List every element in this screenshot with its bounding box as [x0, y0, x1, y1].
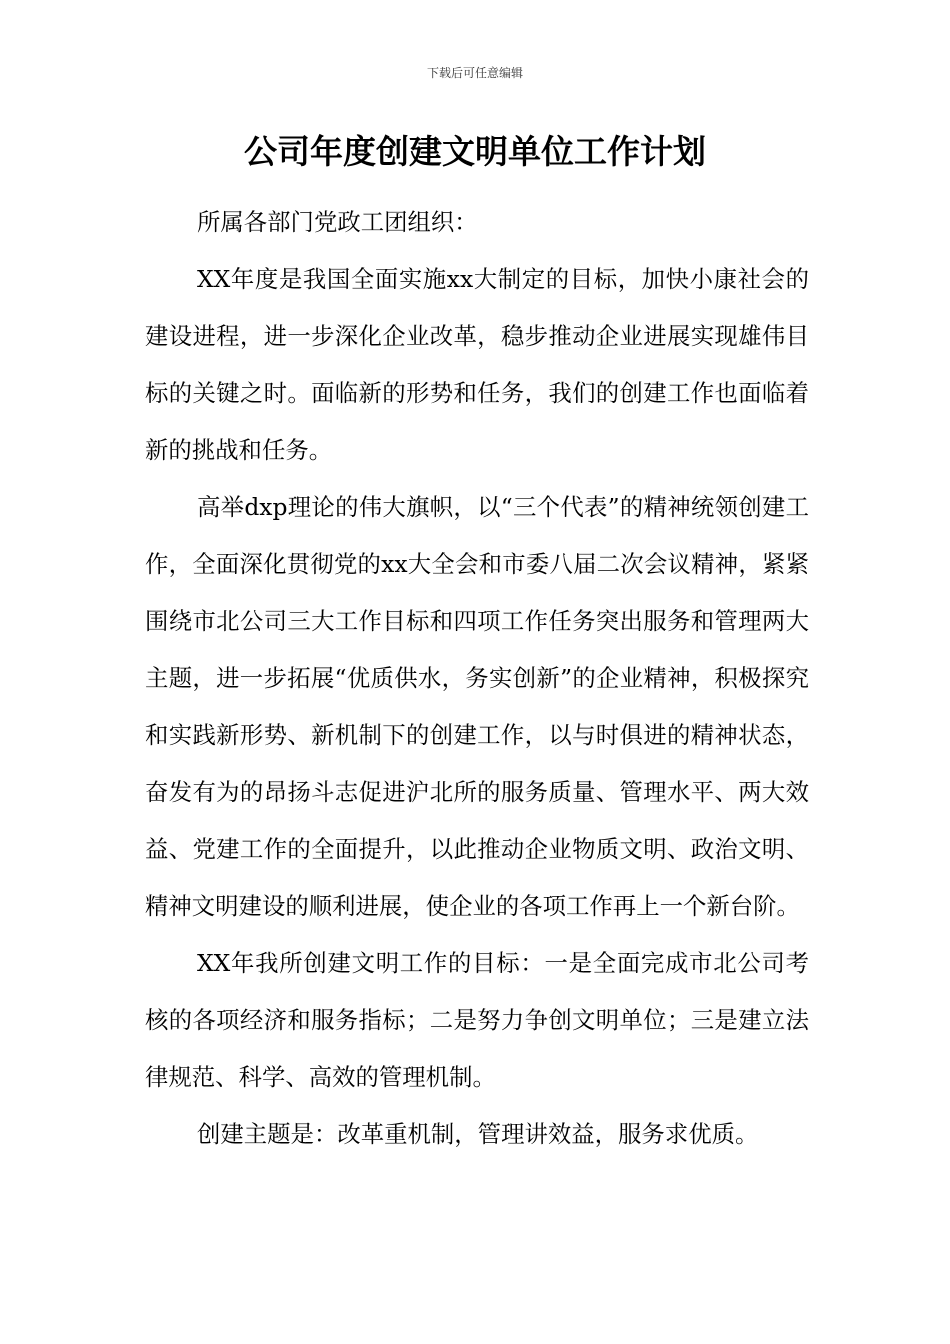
paragraph-2: 高举dxp理论的伟大旗帜，以“三个代表”的精神统领创建工作，全面深化贯彻党的xx大全会和市委八届二次会议精神，紧紧围绕市北公司三大工作目标和四项工作任务突出服务和管理两大主题，进一步拓展“优质供水，务实创新”的企业精神，积极探究和实践新形势、新机制下的创建工作，以与时俱进的精神状态，奋发有为的昂扬斗志促进沪北所的服务质量、管理水平、两大效益、党建工作的全面提升，以此推动企业物质文明、政治文明、精神文明建设的顺利进展，使企业的各项工作再上一个新台阶。 — [145, 493, 809, 920]
paragraph-3: XX年我所创建文明工作的目标：一是全面完成市北公司考核的各项经济和服务指标；二是努力争创文明单位；三是建立法律规范、科学、高效的管理机制。 — [145, 949, 809, 1091]
document-title: 公司年度创建文明单位工作计划 — [244, 132, 706, 171]
paragraph-1: XX年度是我国全面实施xx大制定的目标，加快小康社会的建设进程，进一步深化企业改革，稳步推动企业进展实现雄伟目标的关键之时。面临新的形势和任务，我们的创建工作也面临着新的挑战和任务。 — [145, 265, 809, 464]
paragraph-4: 创建主题是：改革重机制，管理讲效益，服务求优质。 — [197, 1120, 759, 1148]
document-body — [145, 194, 809, 1163]
header-note: 下载后可任意编辑 — [426, 66, 523, 80]
salutation: 所属各部门党政工团组织： — [197, 208, 478, 236]
